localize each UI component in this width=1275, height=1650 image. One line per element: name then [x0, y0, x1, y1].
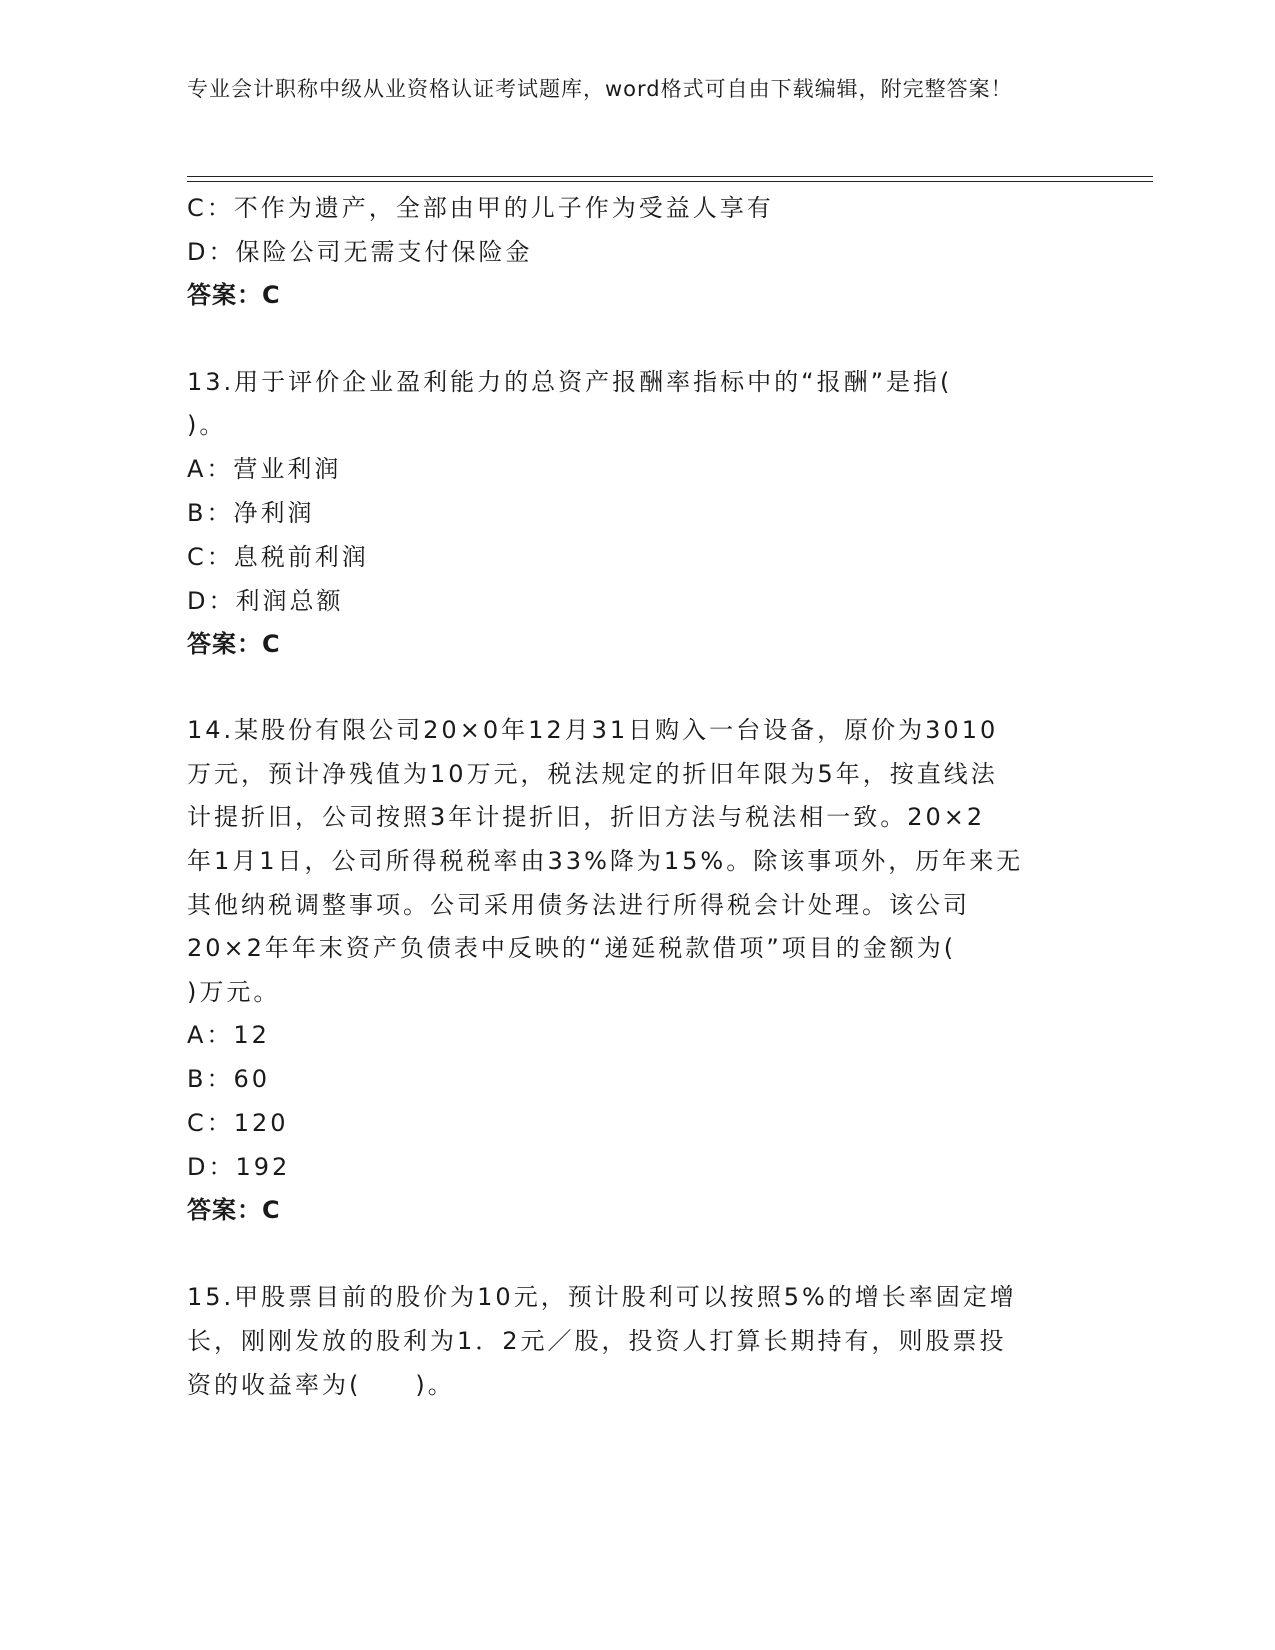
q12-option-c: C：不作为遗产，全部由甲的儿子作为受益人享有	[187, 194, 774, 222]
q13-option-b: B：净利润	[187, 499, 315, 527]
q13-stem-line-2: )。	[187, 411, 227, 439]
q14-stem-line-1: 14.某股份有限公司20×0年12月31日购入一台设备，原价为3010	[187, 716, 999, 744]
q14-answer: 答案：C	[187, 1196, 281, 1224]
q15-stem-line-3: 资的收益率为( )。	[187, 1371, 455, 1399]
q14-option-a: A：12	[187, 1021, 270, 1049]
q13-option-c: C：息税前利润	[187, 543, 369, 571]
q14-option-c: C：120	[187, 1109, 289, 1137]
q14-option-d: D：192	[187, 1153, 291, 1181]
q14-stem-line-4: 年1月1日，公司所得税税率由33%降为15%。除该事项外，历年来无	[187, 847, 1024, 875]
q14-stem-line-2: 万元，预计净残值为10万元，税法规定的折旧年限为5年，按直线法	[187, 760, 998, 788]
q13-stem-line-1: 13.用于评价企业盈利能力的总资产报酬率指标中的“报酬”是指(	[187, 368, 953, 396]
q14-stem-line-3: 计提折旧，公司按照3年计提折旧，折旧方法与税法相一致。20×2	[187, 803, 986, 831]
header-divider-bottom	[187, 181, 1153, 182]
q14-stem-line-7: )万元。	[187, 978, 281, 1006]
header-divider-top	[187, 176, 1153, 177]
q14-option-b: B：60	[187, 1065, 271, 1093]
q15-stem-line-1: 15.甲股票目前的股价为10元，预计股利可以按照5%的增长率固定增	[187, 1283, 1017, 1311]
q13-option-d: D：利润总额	[187, 587, 344, 615]
page-header: 专业会计职称中级从业资格认证考试题库，word格式可自由下载编辑，附完整答案！	[187, 77, 1013, 101]
q12-answer: 答案：C	[187, 281, 281, 309]
q14-stem-line-5: 其他纳税调整事项。公司采用债务法进行所得税会计处理。该公司	[187, 891, 970, 919]
q13-answer: 答案：C	[187, 630, 281, 658]
q12-option-d: D：保险公司无需支付保险金	[187, 238, 533, 266]
q15-stem-line-2: 长，刚刚发放的股利为1．2元／股，投资人打算长期持有，则股票投	[187, 1327, 1007, 1355]
q13-option-a: A：营业利润	[187, 455, 342, 483]
q14-stem-line-6: 20×2年年末资产负债表中反映的“递延税款借项”项目的金额为(	[187, 934, 957, 962]
